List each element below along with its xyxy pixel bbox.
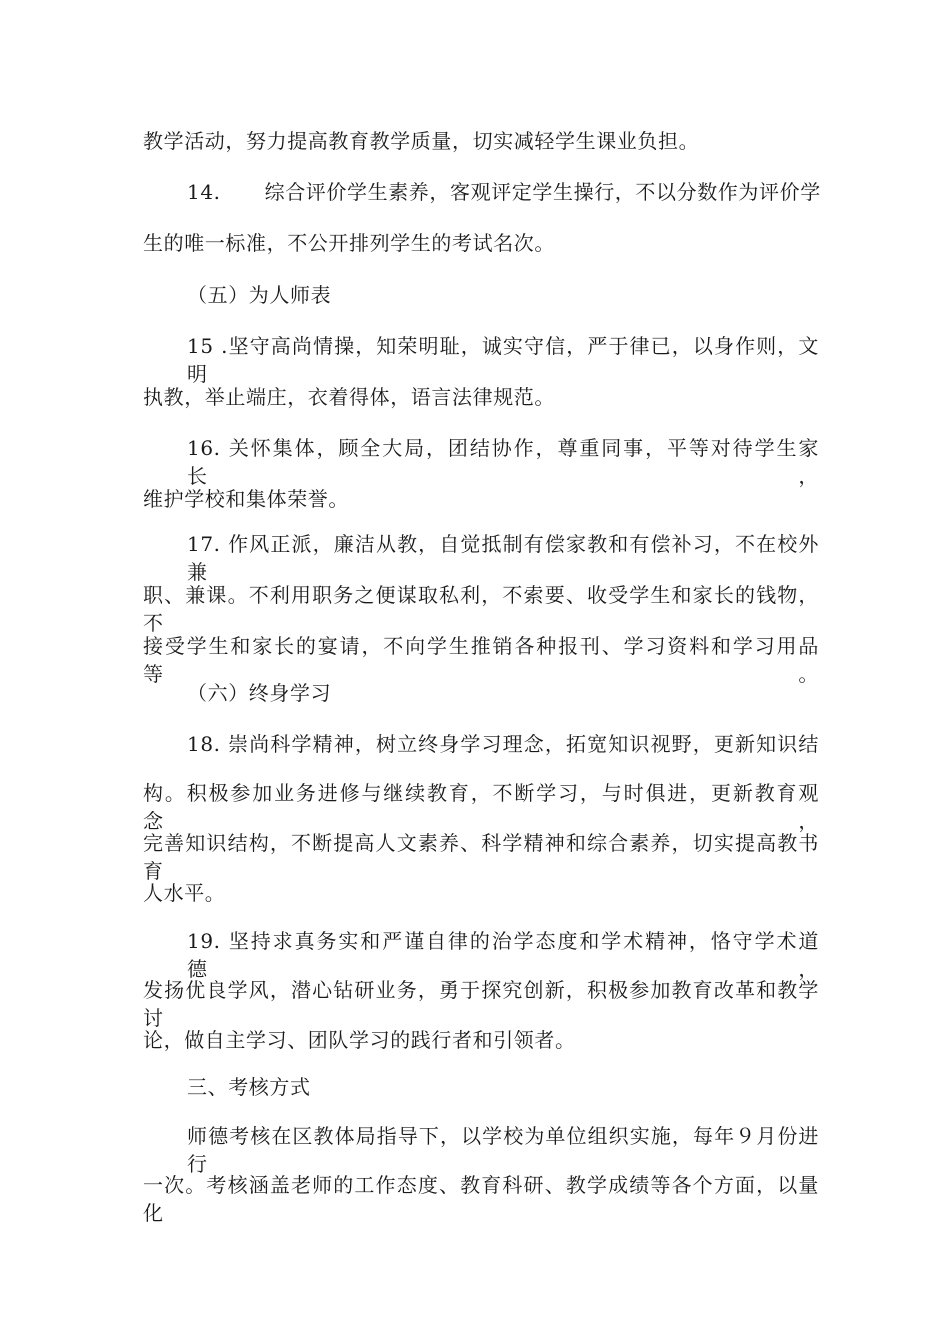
item-18-line-3: 完善知识结构，不断提高人文素养、科学精神和综合素养，切实提高教书育 <box>143 831 819 883</box>
item-17-line-3: 接受学生和家长的宴请，不向学生推销各种报刊、学习资料和学习用品等。 <box>143 634 819 686</box>
item-14-number: 14. <box>187 180 221 204</box>
item-16-line-1: 16. 关怀集体，顾全大局，团结协作，尊重同事，平等对待学生家长， <box>187 436 819 488</box>
section-heading-6: （六）终身学习 <box>187 681 332 705</box>
item-19-line-3: 论，做自主学习、团队学习的践行者和引领者。 <box>143 1028 576 1052</box>
item-18-line-1: 18. 崇尚科学精神，树立终身学习理念，拓宽知识视野，更新知识结 <box>187 732 819 756</box>
item-17-line-2: 职、兼课。不利用职务之便谋取私利，不索要、收受学生和家长的钱物，不 <box>143 583 819 635</box>
item-19-line-1: 19. 坚持求真务实和严谨自律的治学态度和学术精神，恪守学术道德， <box>187 929 819 981</box>
item-15-line-2: 执教，举止端庄，衣着得体，语言法律规范。 <box>143 385 555 409</box>
assessment-line-2: 一次。考核涵盖老师的工作态度、教育科研、教学成绩等各个方面，以量化 <box>143 1173 819 1225</box>
item-16-line-2: 维护学校和集体荣誉。 <box>143 487 349 511</box>
item-15-line-1: 15 .坚守高尚情操，知荣明耻，诚实守信，严于律已，以身作则，文明 <box>187 334 819 386</box>
item-14-line-2: 生的唯一标准，不公开排列学生的考试名次。 <box>143 231 555 255</box>
item-18-line-2: 构。积极参加业务进修与继续教育，不断学习，与时俱进，更新教育观念， <box>143 781 819 833</box>
section-heading-5: （五）为人师表 <box>187 283 332 307</box>
assessment-line-1: 师德考核在区教体局指导下，以学校为单位组织实施，每年９月份进行 <box>187 1124 819 1176</box>
item-14-text: 综合评价学生素养，客观评定学生操行，不以分数作为评价学 <box>264 180 821 204</box>
item-19-line-2: 发扬优良学风，潜心钻研业务，勇于探究创新，积极参加教育改革和教学讨 <box>143 978 819 1030</box>
item-17-line-1: 17. 作风正派，廉洁从教，自觉抵制有偿家教和有偿补习，不在校外兼 <box>187 532 819 584</box>
item-14-line-1 <box>187 178 821 206</box>
section-heading-3: 三、考核方式 <box>187 1075 311 1099</box>
item-18-line-4: 人水平。 <box>143 881 226 905</box>
text-line-1: 教学活动，努力提高教育教学质量，切实减轻学生课业负担。 <box>143 129 700 153</box>
